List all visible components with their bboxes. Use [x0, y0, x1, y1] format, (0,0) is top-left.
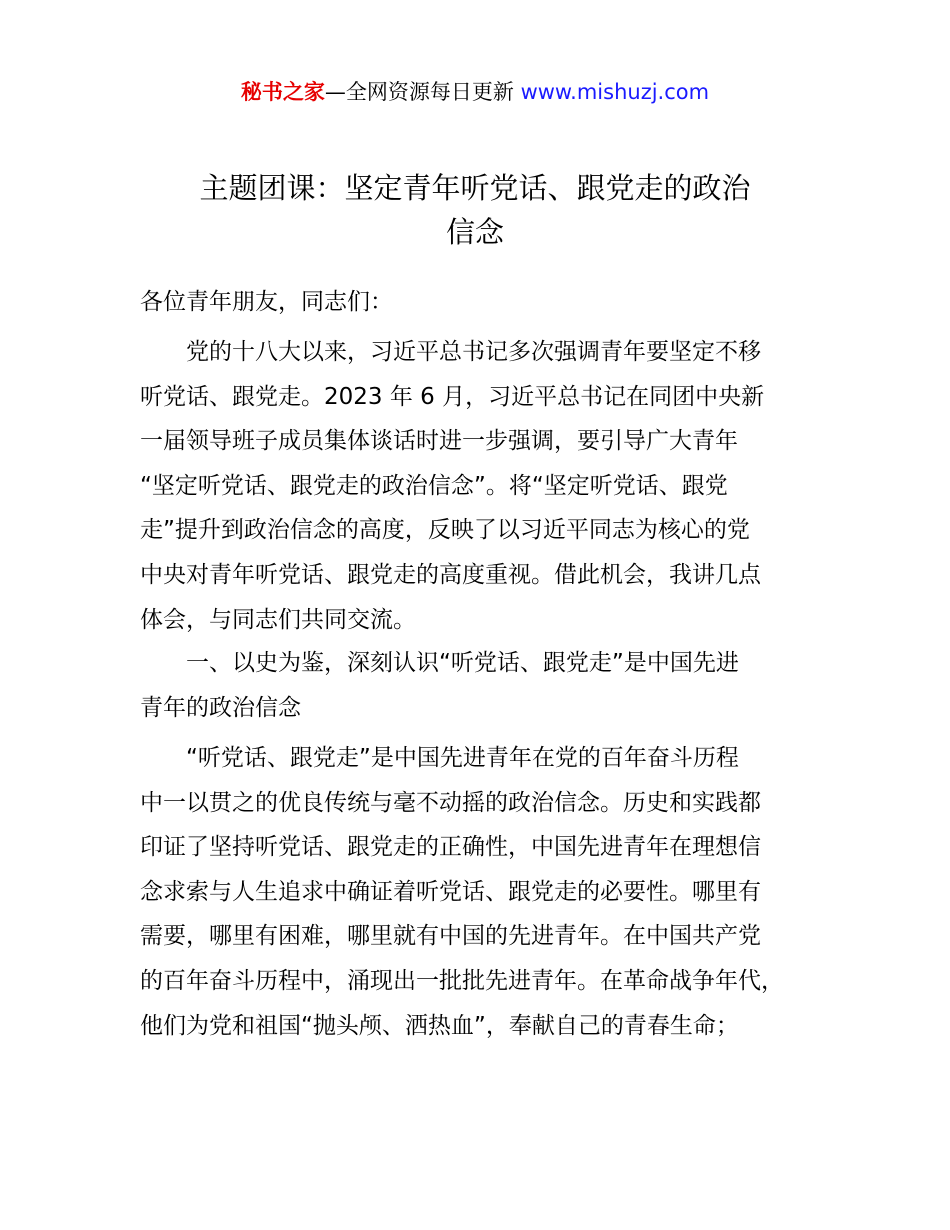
greeting: 各位青年朋友，同志们： [140, 289, 393, 315]
site-url-link[interactable]: www.mishuzj.com [520, 80, 710, 104]
text-line: 一、以史为鉴，深刻认识“听党话、跟党走”是中国先进 [140, 650, 739, 676]
text-line: 听党话、跟党走。2023 年 6 月，习近平总书记在同团中央新 [140, 383, 765, 410]
text-line: 的百年奋斗历程中，涌现出一批批先进青年。在革命战争年代， [140, 967, 784, 994]
site-header [0, 76, 950, 108]
text-line: “坚定听党话、跟党走的政治信念”。将“坚定听党话、跟党 [140, 472, 728, 499]
section-heading-1 [140, 641, 840, 730]
site-tagline: —全网资源每日更新 [324, 80, 521, 104]
text-line: 走”提升到政治信念的高度，反映了以习近平同志为核心的党 [140, 517, 750, 544]
text-line: 需要，哪里有困难，哪里就有中国的先进青年。在中国共产党 [140, 923, 761, 950]
text-line: 一届领导班子成员集体谈话时进一步强调，要引导广大青年 [140, 428, 738, 455]
site-brand: 秘书之家 [240, 80, 325, 104]
text-line: 体会，与同志们共同交流。 [140, 606, 416, 633]
paragraph-intro [140, 330, 840, 642]
paragraph-body [140, 736, 840, 1048]
text-line: 党的十八大以来，习近平总书记多次强调青年要坚定不移 [140, 339, 761, 365]
text-line: 青年的政治信念 [140, 694, 301, 721]
text-line: 中一以贯之的优良传统与毫不动摇的政治信念。历史和实践都 [140, 789, 761, 816]
text-line: 他们为党和祖国“抛头颅、洒热血”，奉献自己的青春生命； [140, 1012, 739, 1039]
title-line: 信念 [445, 215, 504, 249]
text-line: 印证了坚持听党话、跟党走的正确性，中国先进青年在理想信 [140, 834, 761, 861]
title-line: 主题团课：坚定青年听党话、跟党走的政治 [199, 171, 751, 205]
text-line: “听党话、跟党走”是中国先进青年在党的百年奋斗历程 [140, 745, 739, 771]
document-title [140, 166, 810, 254]
text-line: 中央对青年听党话、跟党走的高度重视。借此机会，我讲几点 [140, 561, 761, 588]
text-line: 念求索与人生追求中确证着听党话、跟党走的必要性。哪里有 [140, 878, 761, 905]
